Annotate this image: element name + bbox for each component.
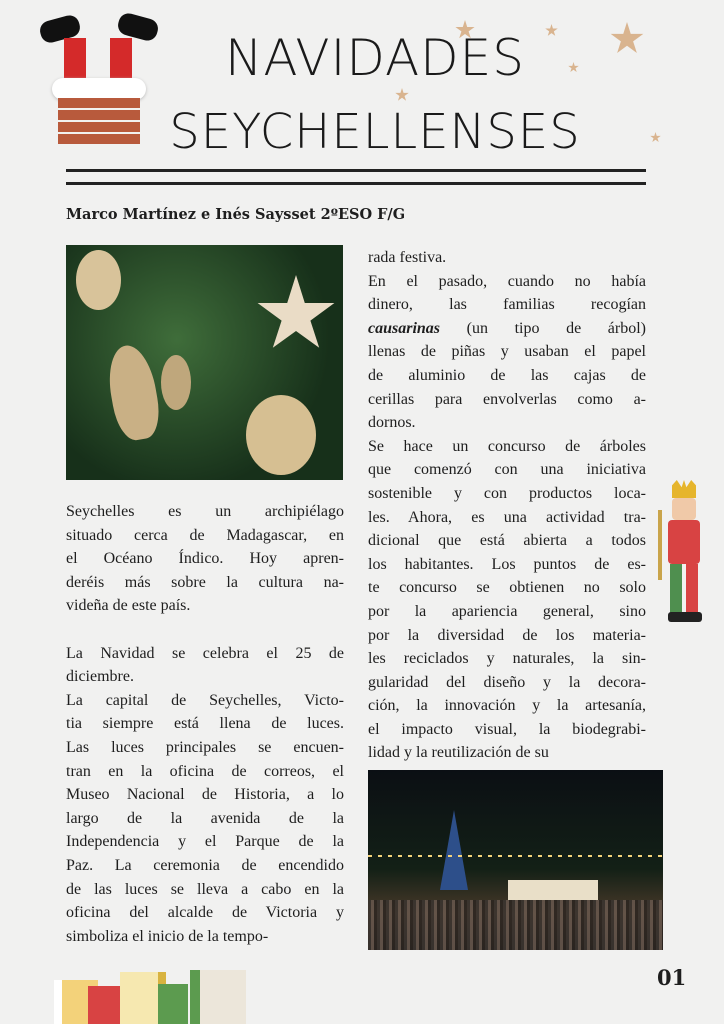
text-line: simboliza el inicio de la tempo-	[66, 927, 269, 945]
star-icon	[650, 132, 661, 143]
right-column-text	[368, 246, 646, 765]
text-line: sostenible y con productos loca-	[368, 484, 646, 502]
text-line: Museo Nacional de Historia, a lo	[66, 786, 344, 804]
text-line: te concurso se obtienen no solo	[368, 579, 646, 597]
text-line: de aluminio de las cajas de	[368, 366, 646, 384]
gifts-icon	[52, 960, 242, 1024]
header-rule	[66, 169, 646, 172]
text-line: Paz. La ceremonia de encendido	[66, 856, 344, 874]
text-line: tran en la oficina de correos, el	[66, 762, 344, 780]
text-line: que comenzó con una iniciativa	[368, 461, 646, 479]
text-line: les. Ahora, es una actividad tra-	[368, 508, 646, 526]
text-line: La Navidad se celebra el 25 de	[66, 644, 344, 662]
text-line: deréis más sobre la cultura na-	[66, 573, 344, 591]
text-line: el Océano Índico. Hoy apren-	[66, 550, 344, 568]
text-line: les reciclados y naturales, la sin-	[368, 650, 646, 668]
text-line: por la apariencia general, sino	[368, 602, 646, 620]
text-line: los habitantes. Los puntos de es-	[368, 555, 646, 573]
paragraph-gap	[66, 618, 344, 642]
text-line: La capital de Seychelles, Victo-	[66, 691, 344, 709]
page-number: 01	[657, 965, 687, 990]
text-line: largo de la avenida de la	[66, 809, 344, 827]
text-line: Seychelles es un archipiélago	[66, 503, 344, 520]
text-line: cerillas para envolverlas como a-	[368, 390, 646, 408]
text-line: Independencia y el Parque de la	[66, 833, 344, 851]
text-line: llenas de piñas y usaban el papel	[368, 343, 646, 361]
text-line: ción, la innovación y la artesanía,	[368, 697, 646, 715]
left-column-text	[66, 500, 344, 948]
text-line: tia siempre está llena de luces.	[66, 715, 344, 733]
header-rule	[66, 182, 646, 185]
nutcracker-icon	[658, 480, 710, 625]
text-line: dicional que está abierta a todos	[368, 532, 646, 550]
text-line: dinero, las familias recogían	[368, 296, 646, 314]
text-line: por la diversidad de los materia-	[368, 626, 646, 644]
title-line-2: SEYCHELLENSES	[169, 104, 581, 160]
text-line: el impacto visual, la biodegrabi-	[368, 720, 646, 738]
text-line: rada festiva.	[368, 249, 447, 266]
star-icon	[395, 88, 409, 102]
text-line: oficina del alcalde de Victoria y	[66, 904, 344, 922]
text-line: diciembre.	[66, 668, 134, 686]
text-line: de las luces se lleva a cabo en la	[66, 880, 344, 898]
text-fragment: (un tipo de árbol)	[440, 319, 646, 337]
text-line: En el pasado, cuando no había	[368, 272, 646, 290]
author-line: Marco Martínez e Inés Saysset 2ºESO F/G	[66, 206, 406, 223]
title-line-1: NAVIDADES	[224, 29, 525, 87]
text-line: dornos.	[368, 414, 416, 432]
emphasis-word: causarinas	[368, 319, 441, 337]
christmas-tree-ornaments-photo	[66, 245, 343, 480]
text-line: Se hace un concurso de árboles	[368, 437, 646, 455]
text-line: gularidad del diseño y la decora-	[368, 673, 646, 691]
star-icon	[610, 22, 644, 56]
text-line	[368, 317, 646, 341]
text-line: situado cerca de Madagascar, en	[66, 526, 344, 544]
text-line: lidad y la reutilización de su	[368, 744, 549, 762]
text-line: videña de este país.	[66, 597, 191, 615]
victoria-christmas-lights-photo	[368, 770, 663, 950]
text-line: Las luces principales se encuen-	[66, 738, 344, 756]
